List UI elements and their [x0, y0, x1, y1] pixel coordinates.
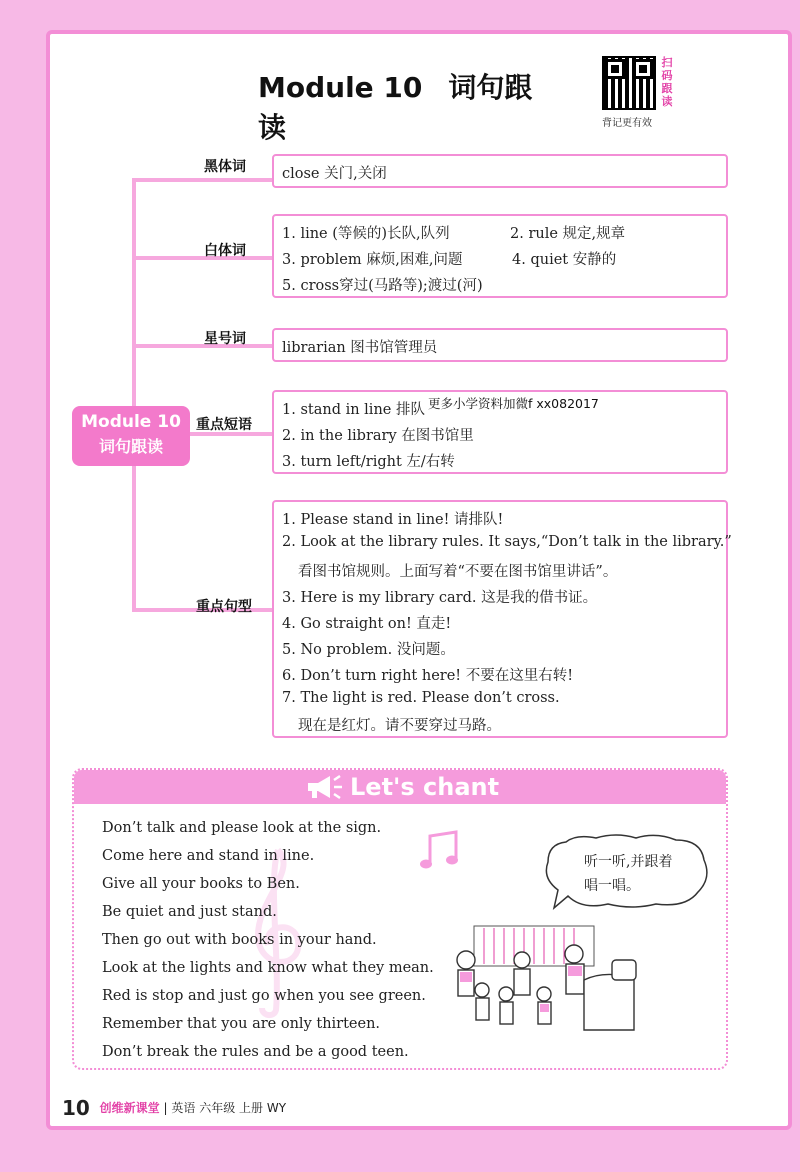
chant-header — [74, 770, 726, 804]
box-star-words — [272, 328, 728, 362]
chant-line: Red is stop and just go when you see green. — [102, 988, 426, 1004]
box-bold-words — [272, 154, 728, 188]
title-english: Module 10 — [258, 71, 423, 104]
module-hub — [72, 406, 190, 466]
qr-side-label: 扫码跟读 — [661, 56, 673, 108]
bubble-line: 听一听,并跟着 — [584, 854, 673, 870]
chant-line: Don’t talk and please look at the sign. — [102, 820, 382, 836]
mindmap-trunk — [132, 178, 136, 610]
sentence-translation: 现在是红灯。请不要穿过马路。 — [298, 718, 501, 734]
chant-line: Don’t break the rules and be a good teen. — [102, 1044, 409, 1060]
vocab-line: 3. problem 麻烦,困难,问题 — [282, 252, 463, 268]
chant-line: Look at the lights and know what they mean. — [102, 960, 434, 976]
vocab-line: 4. quiet 安静的 — [512, 252, 617, 268]
page-number: 10 — [62, 1096, 90, 1120]
label-bold-words: 黑体词 — [204, 159, 246, 175]
footer-brand: 创维新课堂 — [99, 1101, 160, 1115]
vocab-line: 1. line (等候的)长队,队列 — [282, 226, 450, 242]
chant-line: Be quiet and just stand. — [102, 904, 277, 920]
chant-line: Then go out with books in your hand. — [102, 932, 377, 948]
vocab-line: 2. rule 规定,规章 — [510, 226, 626, 242]
phrase-line: 1. stand in line 排队 — [282, 402, 425, 418]
branch-connector — [132, 344, 272, 348]
chant-line: Give all your books to Ben. — [102, 876, 300, 892]
label-key-sentences: 重点句型 — [196, 599, 252, 615]
bubble-line: 唱一唱。 — [584, 878, 640, 894]
sentence-line: 7. The light is red. Please don’t cross. — [282, 690, 560, 706]
page-title — [258, 66, 558, 146]
footer-divider: | — [163, 1101, 168, 1115]
hub-line-1: Module 10 — [81, 412, 181, 432]
label-star-words: 星号词 — [204, 331, 246, 347]
library-illustration — [434, 920, 674, 1050]
footer-info: 英语 六年级 上册 WY — [171, 1101, 287, 1115]
qr-caption: 背记更有效 — [602, 118, 652, 129]
vocab-line: librarian 图书馆管理员 — [282, 340, 438, 356]
box-key-sentences — [272, 500, 732, 738]
box-plain-words — [272, 214, 728, 298]
music-note-icon — [416, 828, 464, 876]
sentence-line: 1. Please stand in line! 请排队! — [282, 512, 504, 528]
branch-connector — [132, 256, 272, 260]
sentence-line: 5. No problem. 没问题。 — [282, 642, 455, 658]
sentence-line: 3. Here is my library card. 这是我的借书证。 — [282, 590, 598, 606]
sentence-line: 4. Go straight on! 直走! — [282, 616, 452, 632]
sentence-line: 2. Look at the library rules. It says,“Don’t talk in the library.” — [282, 534, 732, 550]
megaphone-icon — [304, 774, 344, 800]
sentence-line: 6. Don’t turn right here! 不要在这里右转! — [282, 668, 574, 684]
speech-bubble-text — [584, 850, 712, 898]
phrase-line: 3. turn left/right 左/右转 — [282, 454, 455, 470]
title-chinese: 词句跟读 — [258, 71, 533, 144]
page-footer — [62, 1096, 286, 1120]
sentence-translation: 看图书馆规则。上面写着“不要在图书馆里讲话”。 — [298, 564, 618, 580]
chant-title: Let's chant — [350, 773, 500, 801]
chant-line: Come here and stand in line. — [102, 848, 315, 864]
chant-section — [72, 768, 728, 1070]
vocab-line: 5. cross穿过(马路等);渡过(河) — [282, 278, 483, 294]
branch-connector — [132, 178, 272, 182]
label-plain-words: 白体词 — [204, 243, 246, 259]
label-key-phrases: 重点短语 — [196, 417, 252, 433]
qr-block[interactable] — [602, 56, 682, 129]
hub-line-2: 词句跟读 — [98, 437, 163, 456]
phrase-line: 2. in the library 在图书馆里 — [282, 428, 474, 444]
watermark-text: 更多小学资料加微f xx082017 — [428, 396, 599, 411]
vocab-line: close 关门,关闭 — [282, 166, 387, 182]
qr-code-icon[interactable] — [602, 56, 656, 110]
chant-line: Remember that you are only thirteen. — [102, 1016, 381, 1032]
